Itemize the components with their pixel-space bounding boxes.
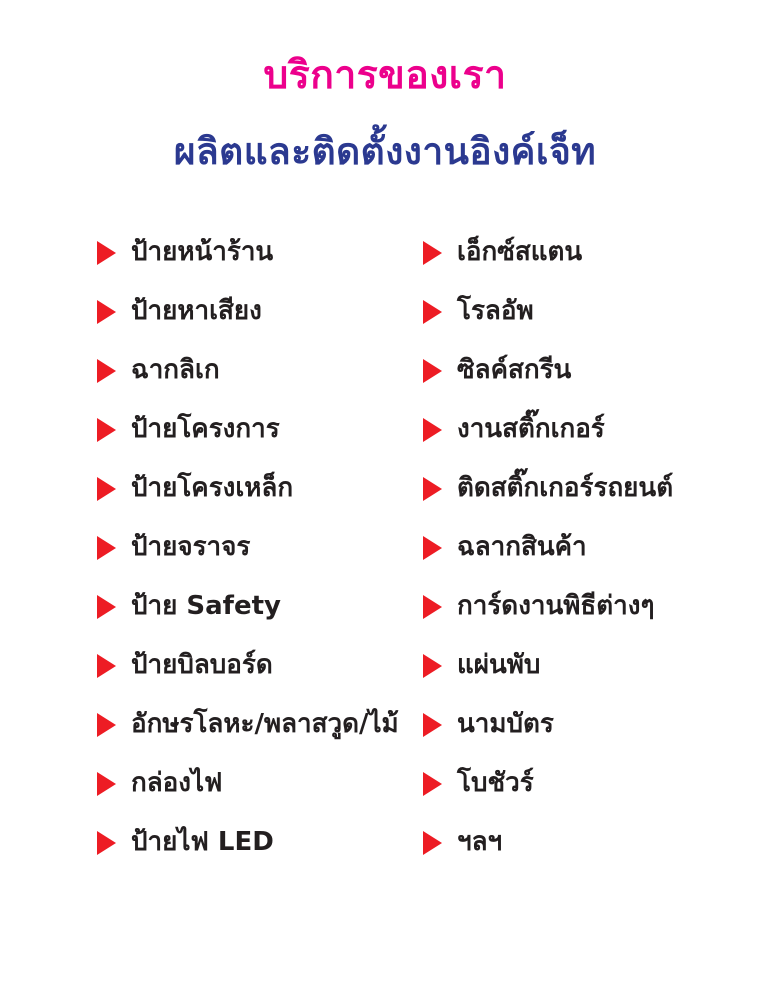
triangle-bullet-icon xyxy=(97,595,116,619)
services-right-column xyxy=(365,223,735,872)
list-item xyxy=(97,282,365,341)
list-item-label: การ์ดงานพิธีต่างๆ xyxy=(457,591,655,622)
services-columns xyxy=(35,223,735,872)
services-left-column xyxy=(35,223,399,872)
list-item xyxy=(423,754,735,813)
list-item-label: ฯลฯ xyxy=(457,827,503,858)
list-item-label: ซิลค์สกรีน xyxy=(457,355,572,386)
list-item-label: โรลอัพ xyxy=(457,296,534,327)
list-item xyxy=(97,223,365,282)
triangle-bullet-icon xyxy=(423,300,442,324)
list-item-label: ฉลากสินค้า xyxy=(457,532,587,563)
triangle-bullet-icon xyxy=(423,477,442,501)
triangle-bullet-icon xyxy=(423,713,442,737)
list-item xyxy=(423,695,735,754)
list-item-label: ติดสติ๊กเกอร์รถยนต์ xyxy=(457,473,674,504)
list-item-label: กล่องไฟ xyxy=(131,768,223,799)
list-item xyxy=(97,695,399,754)
list-item-label: ป้าย Safety xyxy=(131,591,281,622)
list-item xyxy=(97,459,365,518)
list-item-label: งานสติ๊กเกอร์ xyxy=(457,414,605,445)
triangle-bullet-icon xyxy=(423,536,442,560)
list-item xyxy=(423,813,735,872)
list-item-label: อักษรโลหะ/พลาสวูด/ไม้ xyxy=(131,709,399,740)
list-item xyxy=(97,754,365,813)
list-item-label: ป้ายโครงเหล็ก xyxy=(131,473,294,504)
triangle-bullet-icon xyxy=(97,831,116,855)
list-item xyxy=(423,636,735,695)
list-item-label: ป้ายจราจร xyxy=(131,532,251,563)
list-item-label: ป้ายโครงการ xyxy=(131,414,280,445)
triangle-bullet-icon xyxy=(423,654,442,678)
list-item xyxy=(423,518,735,577)
list-item xyxy=(423,459,735,518)
page-title: บริการของเรา xyxy=(263,53,507,98)
triangle-bullet-icon xyxy=(97,654,116,678)
list-item-label: ป้ายหาเสียง xyxy=(131,296,262,327)
list-item xyxy=(97,518,365,577)
list-item xyxy=(97,341,365,400)
triangle-bullet-icon xyxy=(97,300,116,324)
list-item xyxy=(423,282,735,341)
triangle-bullet-icon xyxy=(97,359,116,383)
triangle-bullet-icon xyxy=(423,241,442,265)
list-item xyxy=(97,813,365,872)
list-item-label: แผ่นพับ xyxy=(457,650,541,681)
triangle-bullet-icon xyxy=(97,772,116,796)
list-item xyxy=(97,577,365,636)
list-item-label: ป้ายหน้าร้าน xyxy=(131,237,274,268)
triangle-bullet-icon xyxy=(423,772,442,796)
list-item-label: ป้ายไฟ LED xyxy=(131,827,274,858)
triangle-bullet-icon xyxy=(97,536,116,560)
triangle-bullet-icon xyxy=(423,359,442,383)
list-item xyxy=(423,400,735,459)
triangle-bullet-icon xyxy=(423,831,442,855)
list-item-label: ฉากลิเก xyxy=(131,355,220,386)
list-item-label: เอ็กซ์สแตน xyxy=(457,237,583,268)
list-item-label: นามบัตร xyxy=(457,709,554,740)
list-item xyxy=(423,223,735,282)
list-item xyxy=(423,341,735,400)
page-subtitle: ผลิตและติดตั้งงานอิงค์เจ็ท xyxy=(173,129,597,173)
list-item xyxy=(423,577,735,636)
triangle-bullet-icon xyxy=(97,477,116,501)
list-item-label: ป้ายบิลบอร์ด xyxy=(131,650,273,681)
list-item xyxy=(97,400,365,459)
triangle-bullet-icon xyxy=(97,418,116,442)
triangle-bullet-icon xyxy=(97,713,116,737)
triangle-bullet-icon xyxy=(423,595,442,619)
triangle-bullet-icon xyxy=(97,241,116,265)
triangle-bullet-icon xyxy=(423,418,442,442)
list-item-label: โบชัวร์ xyxy=(457,768,534,799)
list-item xyxy=(97,636,365,695)
